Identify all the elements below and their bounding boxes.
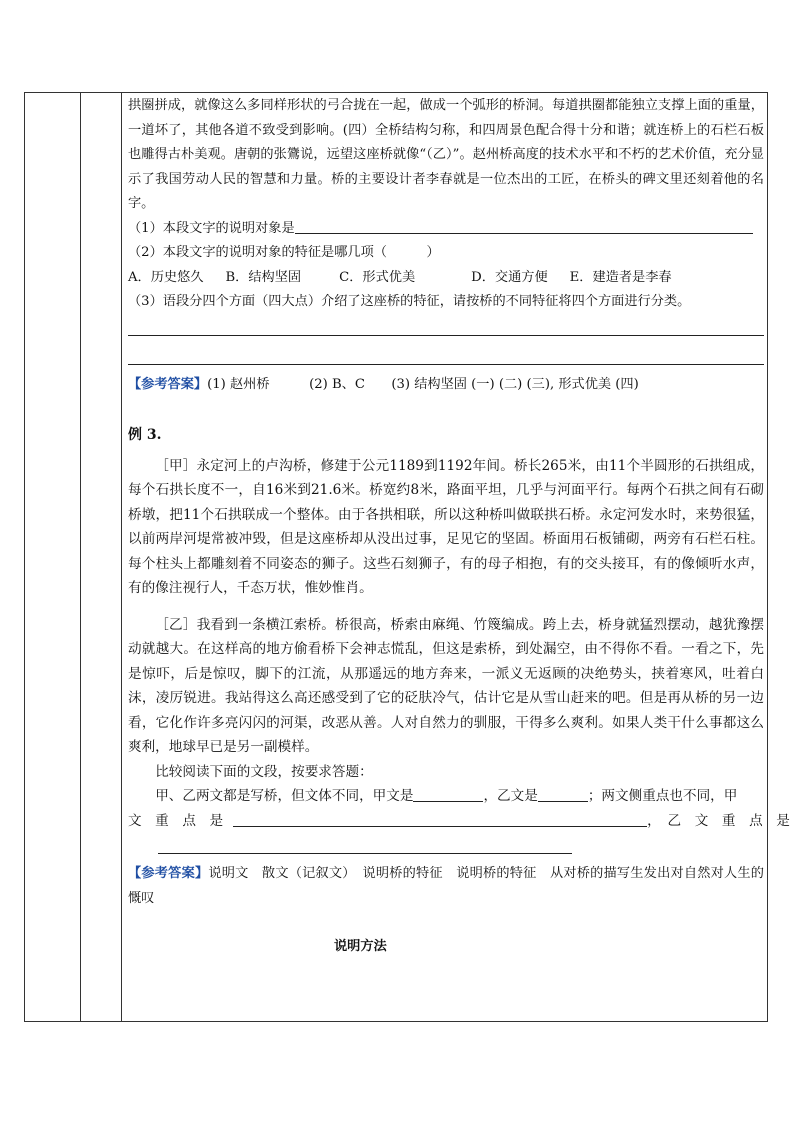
instruction: 比较阅读下面的文段，按要求答题： [155, 763, 373, 780]
answer-line-2[interactable] [128, 350, 764, 365]
question-2-options [128, 266, 764, 291]
answer-blank-c[interactable] [233, 812, 647, 827]
section-title: 说明方法 [334, 939, 387, 954]
answer-blank-1[interactable] [295, 219, 753, 234]
reference-answer-1: 【参考答案】(1) 赵州桥 (2) B、C (3) 结构坚固 (一) (二) (三), 形式优美 (四) [128, 376, 639, 392]
option-e: E．建造者是李春 [569, 269, 672, 285]
passage-continuation: 拱圈拼成，就像这么多同样形状的弓合拢在一起，做成一个弧形的桥洞。每道拱圈都能独立支撑上面的重量，一道坏了，其他各道不致受到影响。(四）全桥结构匀称，和四周景色配合得十分和谐；就连桥上的石栏石板也雕得古朴美观。唐朝的张鷟说，远望这座桥就像“（乙）”。赵州桥高度的技术水平和不朽的艺术价值，充分显示了我国劳动人民的智慧和力量。桥的主要设计者李春就是一位杰出的工匠，在桥头的碑文里还刻着他的名字。 [128, 98, 764, 211]
answer-line-1[interactable] [128, 321, 764, 336]
question-3: （3）语段分四个方面（四大点）介绍了这座桥的特征，请按桥的不同特征将四个方面进行分类。 [128, 294, 691, 309]
passage-b: ［乙］我看到一条横江索桥。桥很高，桥索由麻绳、竹篾编成。跨上去，桥身就猛烈摆动，越犹豫摆动就越大。在这样高的地方偷看桥下会神志慌乱，但这是索桥，到处漏空，由不得你不看。一看之下，先是惊吓，后是惊叹，脚下的江流，从那遥远的地方奔来，一派义无返顾的决绝势头，挟着寒风，吐着白沫，凌厉锐进。我站得这么高还感受到了它的砭肤冷气，估计它是从雪山赶来的吧。但是再从桥的另一边看，它化作许多亮闪闪的河渠，改恶从善。人对自然力的驯服，干得多么爽利。如果人类干什么事都这么爽利，地球早已是另一副模样。 [128, 616, 764, 755]
option-b: B．结构坚固 [225, 269, 302, 285]
option-c: C．形式优美 [339, 269, 416, 285]
content-cell [128, 94, 790, 960]
question-2: （2）本段文字的说明对象的特征是哪几项（ ） [128, 245, 440, 260]
example-3-title: 例 3. [128, 427, 162, 443]
comparison-question-line-1: 甲、乙两文都是写桥，但文体不同，甲文是 ，乙文是 ；两文侧重点也不同，甲 [155, 788, 738, 804]
answer-blank-a[interactable] [413, 787, 483, 802]
reference-answer-2: 【参考答案】说明文 散文（记叙文） 说明桥的特征 说明桥的特征 从对桥的描写生发出对自然对人生的慨叹 [128, 866, 764, 906]
option-a: A．历史悠久 [128, 269, 204, 285]
column-divider-1 [80, 93, 81, 1021]
answer-blank-b[interactable] [538, 787, 588, 802]
answer-blank-d[interactable] [158, 839, 572, 854]
option-d: D．交通方便 [471, 269, 548, 285]
column-divider-2 [121, 93, 122, 1021]
passage-a: ［甲］永定河上的卢沟桥，修建于公元1189到1192年间。桥长265米，由11个半圆形的石拱组成，每个石拱长度不一，自16米到21.6米。桥宽约8米，路面平坦，几乎与河面平行。每两个石拱之间有石砌桥墩，把11个石拱联成一个整体。由于各拱相联，所以这种桥叫做联拱石桥。永定河发水时，来势很猛，以前两岸河堤常被冲毁，但是这座桥却从没出过事，足见它的坚固。桥面用石板铺砌，两旁有石栏石柱。每个柱头上都雕刻着不同姿态的狮子。这些石刻狮子，有的母子相抱，有的交头接耳，有的像倾听水声，有的像注视行人，千态万状，惟妙惟肖。 [128, 457, 764, 596]
question-1: （1）本段文字的说明对象是 [128, 217, 764, 242]
comparison-question-line-2: 文 重 点 是 ， 乙 文 重 点 是 [128, 812, 790, 829]
